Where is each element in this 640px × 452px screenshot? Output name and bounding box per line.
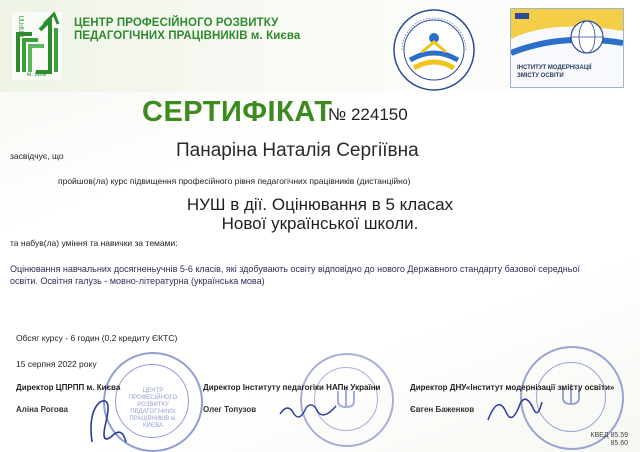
signatory2-name: Олег Топузов (203, 405, 257, 414)
certificate-title: СЕРТИФІКАТ (142, 96, 333, 128)
signatory3-title: Директор ДНУ«Інститут модернізації змісту освіти» (410, 383, 615, 392)
logo1-city: м. Київ (27, 72, 47, 78)
signatory3-name: Євген Баженков (410, 405, 475, 414)
skills-label: та набув(ла) уміння та навички за темами: (10, 238, 178, 248)
logo1-text: ЦПРПП (20, 15, 26, 37)
logo3-line2: ЗМІСТУ ОСВІТИ (517, 73, 564, 79)
globe-icon (511, 9, 623, 65)
course-volume: Обсяг курсу - 6 годин (0,2 кредиту ЄКТС) (16, 333, 178, 343)
signatory1-name: Аліна Рогова (16, 405, 68, 414)
institute-of-pedagogy-logo-icon (392, 8, 476, 92)
logo3-line1: ІНСТИТУТ МОДЕРНІЗАЦІЇ (517, 65, 592, 71)
signatory1-title: Директор ЦПРПП м. Києва (16, 383, 121, 392)
certificate-number: № 224150 (328, 105, 408, 124)
completed-text: пройшов(ла) курс підвищення професійного рівня педагогічних працівників (дистанційно) (58, 176, 411, 186)
stamp1-text: ЦЕНТР ПРОФЕСІЙНОГО РОЗВИТКУ ПЕДАГОГІЧНИХ ПРАЦІВНИКІВ м. КИЄВА (128, 388, 178, 429)
kved-code-line1: КВЕД 85.59 (590, 432, 628, 439)
signature-bazhenkov (484, 392, 544, 426)
institute-modernization-logo (510, 8, 624, 88)
course-description: Оцінювання навчальних досягненьучнів 5-6 класів, які здобувають освіту відповідно до нового Державного стандарту базової середньої освіти. Освітня галузь - мовно-літературна (українська мова) (10, 264, 580, 286)
signature-rogova (82, 392, 132, 450)
course-title-line2: Нової української школи. (221, 214, 419, 233)
org-name-line2: ПЕДАГОГІЧНИХ ПРАЦІВНИКІВ м. Києва (74, 30, 301, 42)
org-name-line1: ЦЕНТР ПРОФЕСІЙНОГО РОЗВИТКУ (74, 17, 279, 29)
kved-code-line2: 85.60 (610, 440, 628, 447)
issue-date: 15 серпня 2022 року (16, 359, 97, 369)
signatory2-title: Директор Інституту педагогіки НАПн України (203, 383, 381, 392)
recipient-name: Панаріна Наталія Сергіївна (176, 140, 419, 161)
certifies-label: засвідчує, що (10, 151, 64, 161)
signature-topuzov (278, 398, 338, 422)
course-title-line1: НУШ в дії. Оцінювання в 5 класах (186, 195, 454, 214)
